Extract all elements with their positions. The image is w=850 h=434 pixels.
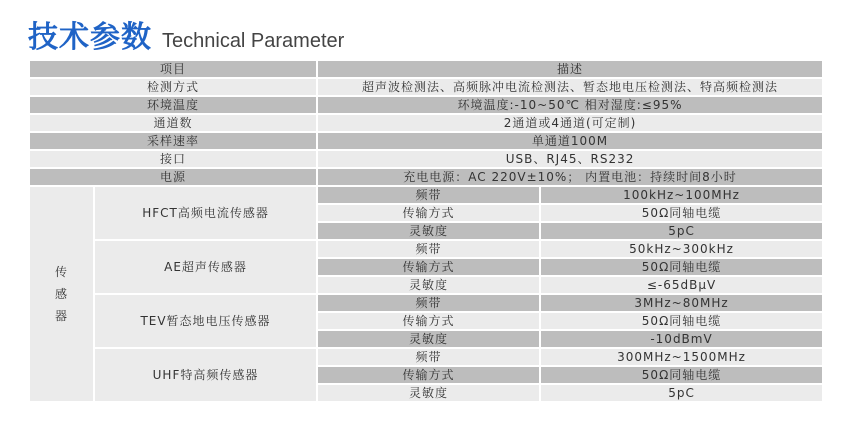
sensor-name: UHF特高频传感器 <box>94 348 317 402</box>
table-row <box>29 96 823 114</box>
table-row <box>29 114 823 132</box>
sensor-category-char: 器 <box>54 309 68 323</box>
param-value: USB、RJ45、RS232 <box>317 150 823 168</box>
table-row <box>29 150 823 168</box>
table-row <box>29 132 823 150</box>
param-value: 单通道100M <box>317 132 823 150</box>
sensor-name: HFCT高频电流传感器 <box>94 186 317 240</box>
sensor-value: 50Ω同轴电缆 <box>540 366 823 384</box>
sensor-attr: 频带 <box>317 348 540 366</box>
header-item: 项目 <box>29 60 317 78</box>
sensor-attr: 传输方式 <box>317 312 540 330</box>
sensor-attr: 传输方式 <box>317 204 540 222</box>
table-row <box>29 168 823 186</box>
sensor-value: 50Ω同轴电缆 <box>540 258 823 276</box>
table-row <box>29 240 823 258</box>
sensor-attr: 灵敏度 <box>317 222 540 240</box>
param-value: 超声波检测法、高频脉冲电流检测法、暂态地电压检测法、特高频检测法 <box>317 78 823 96</box>
sensor-value: 50Ω同轴电缆 <box>540 312 823 330</box>
parameter-table <box>28 59 824 403</box>
sensor-value: 3MHz~80MHz <box>540 294 823 312</box>
sensor-value: 5pC <box>540 384 823 402</box>
table-row <box>29 294 823 312</box>
sensor-value: 100kHz~100MHz <box>540 186 823 204</box>
sensor-attr: 灵敏度 <box>317 330 540 348</box>
sensor-category-char: 感 <box>54 287 68 301</box>
title-chinese: 技术参数 <box>28 20 152 55</box>
sensor-value: 300MHz~1500MHz <box>540 348 823 366</box>
sensor-category-cell <box>29 186 94 402</box>
sensor-value: 5pC <box>540 222 823 240</box>
sensor-attr: 频带 <box>317 240 540 258</box>
sensor-attr: 灵敏度 <box>317 276 540 294</box>
title-english: Technical Parameter <box>162 30 345 52</box>
param-label: 检测方式 <box>29 78 317 96</box>
table-row <box>29 348 823 366</box>
sensor-value: -10dBmV <box>540 330 823 348</box>
table-row <box>29 78 823 96</box>
sensor-name: AE超声传感器 <box>94 240 317 294</box>
header-description: 描述 <box>317 60 823 78</box>
param-value: 充电电源：AC 220V±10%； 内置电池：持续时间8小时 <box>317 168 823 186</box>
param-label: 接口 <box>29 150 317 168</box>
param-label: 电源 <box>29 168 317 186</box>
param-value: 2通道或4通道(可定制) <box>317 114 823 132</box>
param-value: 环境温度:-10~50℃ 相对湿度:≤95% <box>317 96 823 114</box>
sensor-attr: 频带 <box>317 294 540 312</box>
sensor-value: 50Ω同轴电缆 <box>540 204 823 222</box>
page-title <box>28 12 344 56</box>
sensor-value: 50kHz~300kHz <box>540 240 823 258</box>
sensor-attr: 传输方式 <box>317 366 540 384</box>
sensor-name: TEV暂态地电压传感器 <box>94 294 317 348</box>
param-label: 通道数 <box>29 114 317 132</box>
table-row <box>29 186 823 204</box>
sensor-attr: 灵敏度 <box>317 384 540 402</box>
param-label: 环境温度 <box>29 96 317 114</box>
sensor-attr: 传输方式 <box>317 258 540 276</box>
param-label: 采样速率 <box>29 132 317 150</box>
sensor-category-char: 传 <box>54 265 68 279</box>
sensor-value: ≤-65dBμV <box>540 276 823 294</box>
sensor-attr: 频带 <box>317 186 540 204</box>
table-header-row <box>29 60 823 78</box>
